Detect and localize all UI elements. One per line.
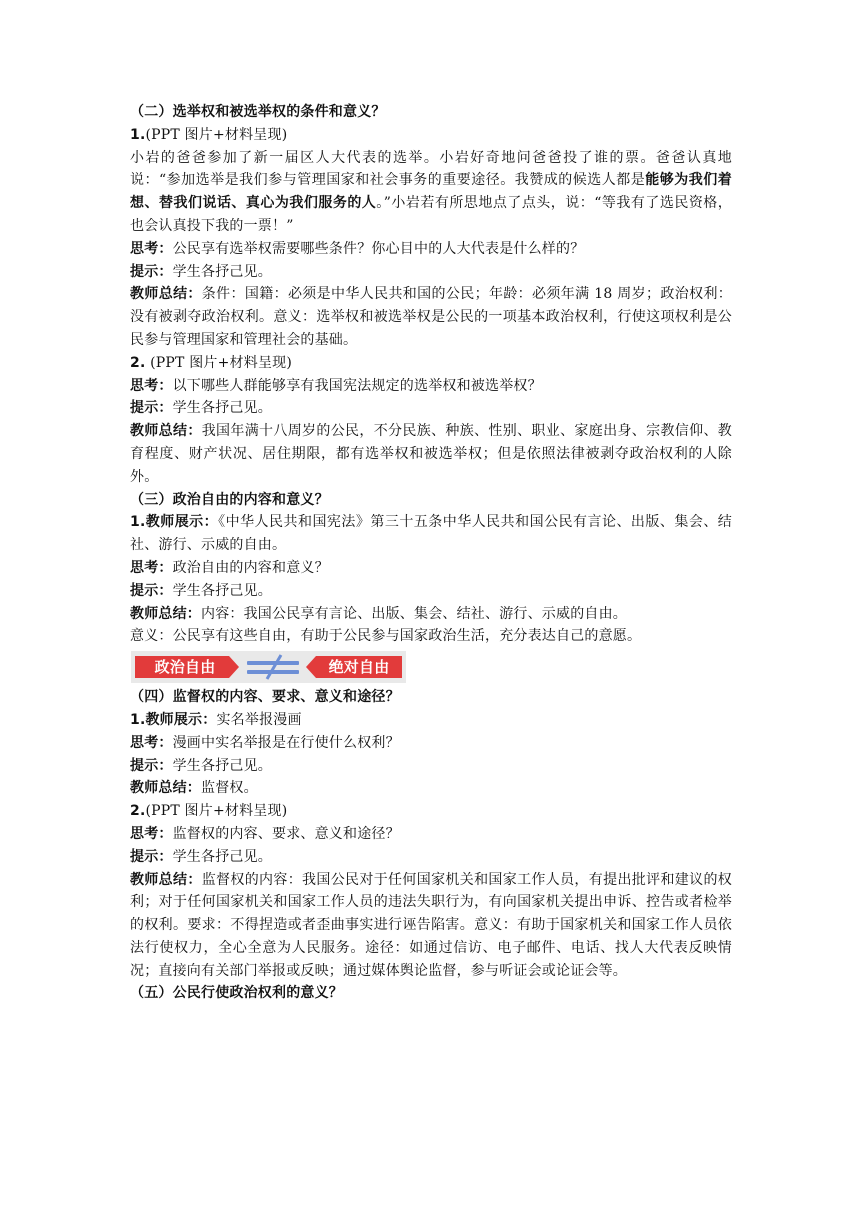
- teacher-show-paragraph: [130, 511, 732, 557]
- story-text-bold: 能够为我们着想、替我们说话、真心为我们服务的人: [130, 172, 732, 212]
- freedom-comparison-banner: [131, 651, 406, 683]
- item-number: 1.: [130, 126, 146, 143]
- hint-label: 提示：: [130, 848, 173, 865]
- think-label: 思考：: [130, 734, 173, 751]
- section-heading-significance: （五）公民行使政治权利的意义？: [130, 985, 343, 1002]
- banner-left-label: 政治自由: [154, 658, 216, 677]
- think-label: 思考：: [130, 240, 173, 257]
- think-line: [130, 823, 732, 846]
- item-source: (PPT 图片+材料呈现): [145, 354, 293, 371]
- think-label: 思考：: [130, 825, 173, 842]
- section-heading-political-freedom: （三）政治自由的内容和意义？: [130, 491, 329, 508]
- item-number: 2.: [130, 803, 146, 820]
- hint-label: 提示：: [130, 263, 173, 280]
- story-text-a: 小岩的爸爸参加了新一届区人大代表的选举。小岩好奇地问爸爸投了谁的票。爸爸认真地说：“参加选举是我们参与管理国家和社会事务的重要途径。我赞成的候选人都是: [130, 149, 732, 189]
- think-line: [130, 557, 732, 580]
- think-label: 思考：: [130, 377, 173, 394]
- summary-paragraph: [130, 283, 732, 351]
- hint-text: 学生各抒己见。: [172, 757, 273, 774]
- summary-label: 教师总结：: [130, 286, 202, 303]
- section-heading-supervision-right: （四）监督权的内容、要求、意义和途径？: [130, 689, 400, 706]
- summary-paragraph: [130, 869, 732, 983]
- summary-paragraph: [130, 420, 732, 488]
- show-text: 《中华人民共和国宪法》第三十五条中华人民共和国公民有言论、出版、集会、结社、游行、示威的自由。: [130, 514, 732, 554]
- hint-text: 学生各抒己见。: [172, 582, 273, 599]
- summary-text: 内容：我国公民享有言论、出版、集会、结社、游行、示威的自由。: [201, 605, 627, 622]
- hint-line: [130, 755, 732, 778]
- show-label: 1.教师展示：: [130, 711, 217, 728]
- think-text: 漫画中实名举报是在行使什么权利？: [172, 734, 400, 751]
- summary-label: 教师总结：: [130, 605, 201, 622]
- summary-label: 教师总结：: [130, 871, 202, 888]
- hint-text: 学生各抒己见。: [172, 400, 273, 417]
- not-equal-bar-top: [247, 661, 299, 665]
- summary-text: 条件：国籍：必须是中华人民共和国的公民；年龄：必须年满 18 周岁；政治权利：没有被剥夺政治权利。意义：选举权和被选举权是公民的一项基本政治权利，行使这项权利是公民参与管理国家和管理社会的基础。: [130, 286, 733, 348]
- hint-text: 学生各抒己见。: [172, 848, 273, 865]
- hint-line: [130, 846, 732, 869]
- banner-right-label: 绝对自由: [328, 658, 390, 677]
- item-source: (PPT 图片+材料呈现): [145, 803, 288, 820]
- show-label: 1.教师展示：: [130, 514, 219, 531]
- think-text: 以下哪些人群能够享有我国宪法规定的选举权和被选举权？: [172, 377, 542, 394]
- teacher-show-line: [130, 709, 732, 732]
- hint-label: 提示：: [130, 582, 173, 599]
- think-line: [130, 238, 732, 261]
- hint-text: 学生各抒己见。: [172, 263, 273, 280]
- meaning-line: 意义：公民享有这些自由，有助于公民参与国家政治生活，充分表达自己的意愿。: [130, 628, 642, 645]
- think-label: 思考：: [130, 559, 173, 576]
- item-number: 2.: [130, 354, 146, 371]
- hint-line: [130, 580, 732, 603]
- summary-text: 监督权的内容：我国公民对于任何国家机关和国家工作人员，有提出批评和建议的权利；对于任何国家机关和国家工作人员的违法失职行为，有向国家机关提出申诉、控告或者检举的权利。要求：不得捏造或者歪曲事实进行诬告陷害。意义：有助于国家机关和国家工作人员依法行使权力，全心全意为人民服务。途径：如通过信访、电子邮件、电话、找人大代表反映情况；直接向有关部门举报或反映；通过媒体舆论监督，参与听证会或论证会等。: [130, 871, 732, 979]
- item-2-line: [130, 800, 732, 823]
- think-text: 监督权的内容、要求、意义和途径？: [172, 825, 400, 842]
- not-equal-slash: [267, 655, 281, 679]
- summary-label: 教师总结：: [130, 423, 202, 440]
- summary-text: 监督权。: [201, 780, 258, 797]
- hint-label: 提示：: [130, 400, 173, 417]
- document-body: [130, 101, 732, 1005]
- section-heading-election-rights: （二）选举权和被选举权的条件和意义？: [130, 104, 386, 120]
- story-paragraph: [130, 147, 732, 238]
- summary-line: [130, 777, 732, 800]
- hint-line: [130, 261, 732, 284]
- show-text: 实名举报漫画: [216, 711, 302, 728]
- summary-label: 教师总结：: [130, 780, 201, 797]
- think-text: 公民享有选举权需要哪些条件？你心目中的人大代表是什么样的？: [172, 240, 585, 257]
- hint-label: 提示：: [130, 757, 173, 774]
- think-line: [130, 732, 732, 755]
- item-2-line: [130, 352, 732, 375]
- summary-text: 我国年满十八周岁的公民，不分民族、种族、性别、职业、家庭出身、宗教信仰、教育程度、财产状况、居住期限，都有选举权和被选举权；但是依照法律被剥夺政治权利的人除外。: [130, 423, 732, 485]
- item-source: (PPT 图片+材料呈现): [145, 126, 288, 143]
- item-1-line: [130, 124, 732, 147]
- story-text-b: 。”小岩若有所思地点了点头，说：“等我有了选民资格，也会认真投下我的一票！”: [130, 195, 732, 234]
- hint-line: [130, 397, 732, 420]
- think-text: 政治自由的内容和意义？: [172, 559, 329, 576]
- think-line: [130, 375, 732, 398]
- summary-line: [130, 603, 732, 626]
